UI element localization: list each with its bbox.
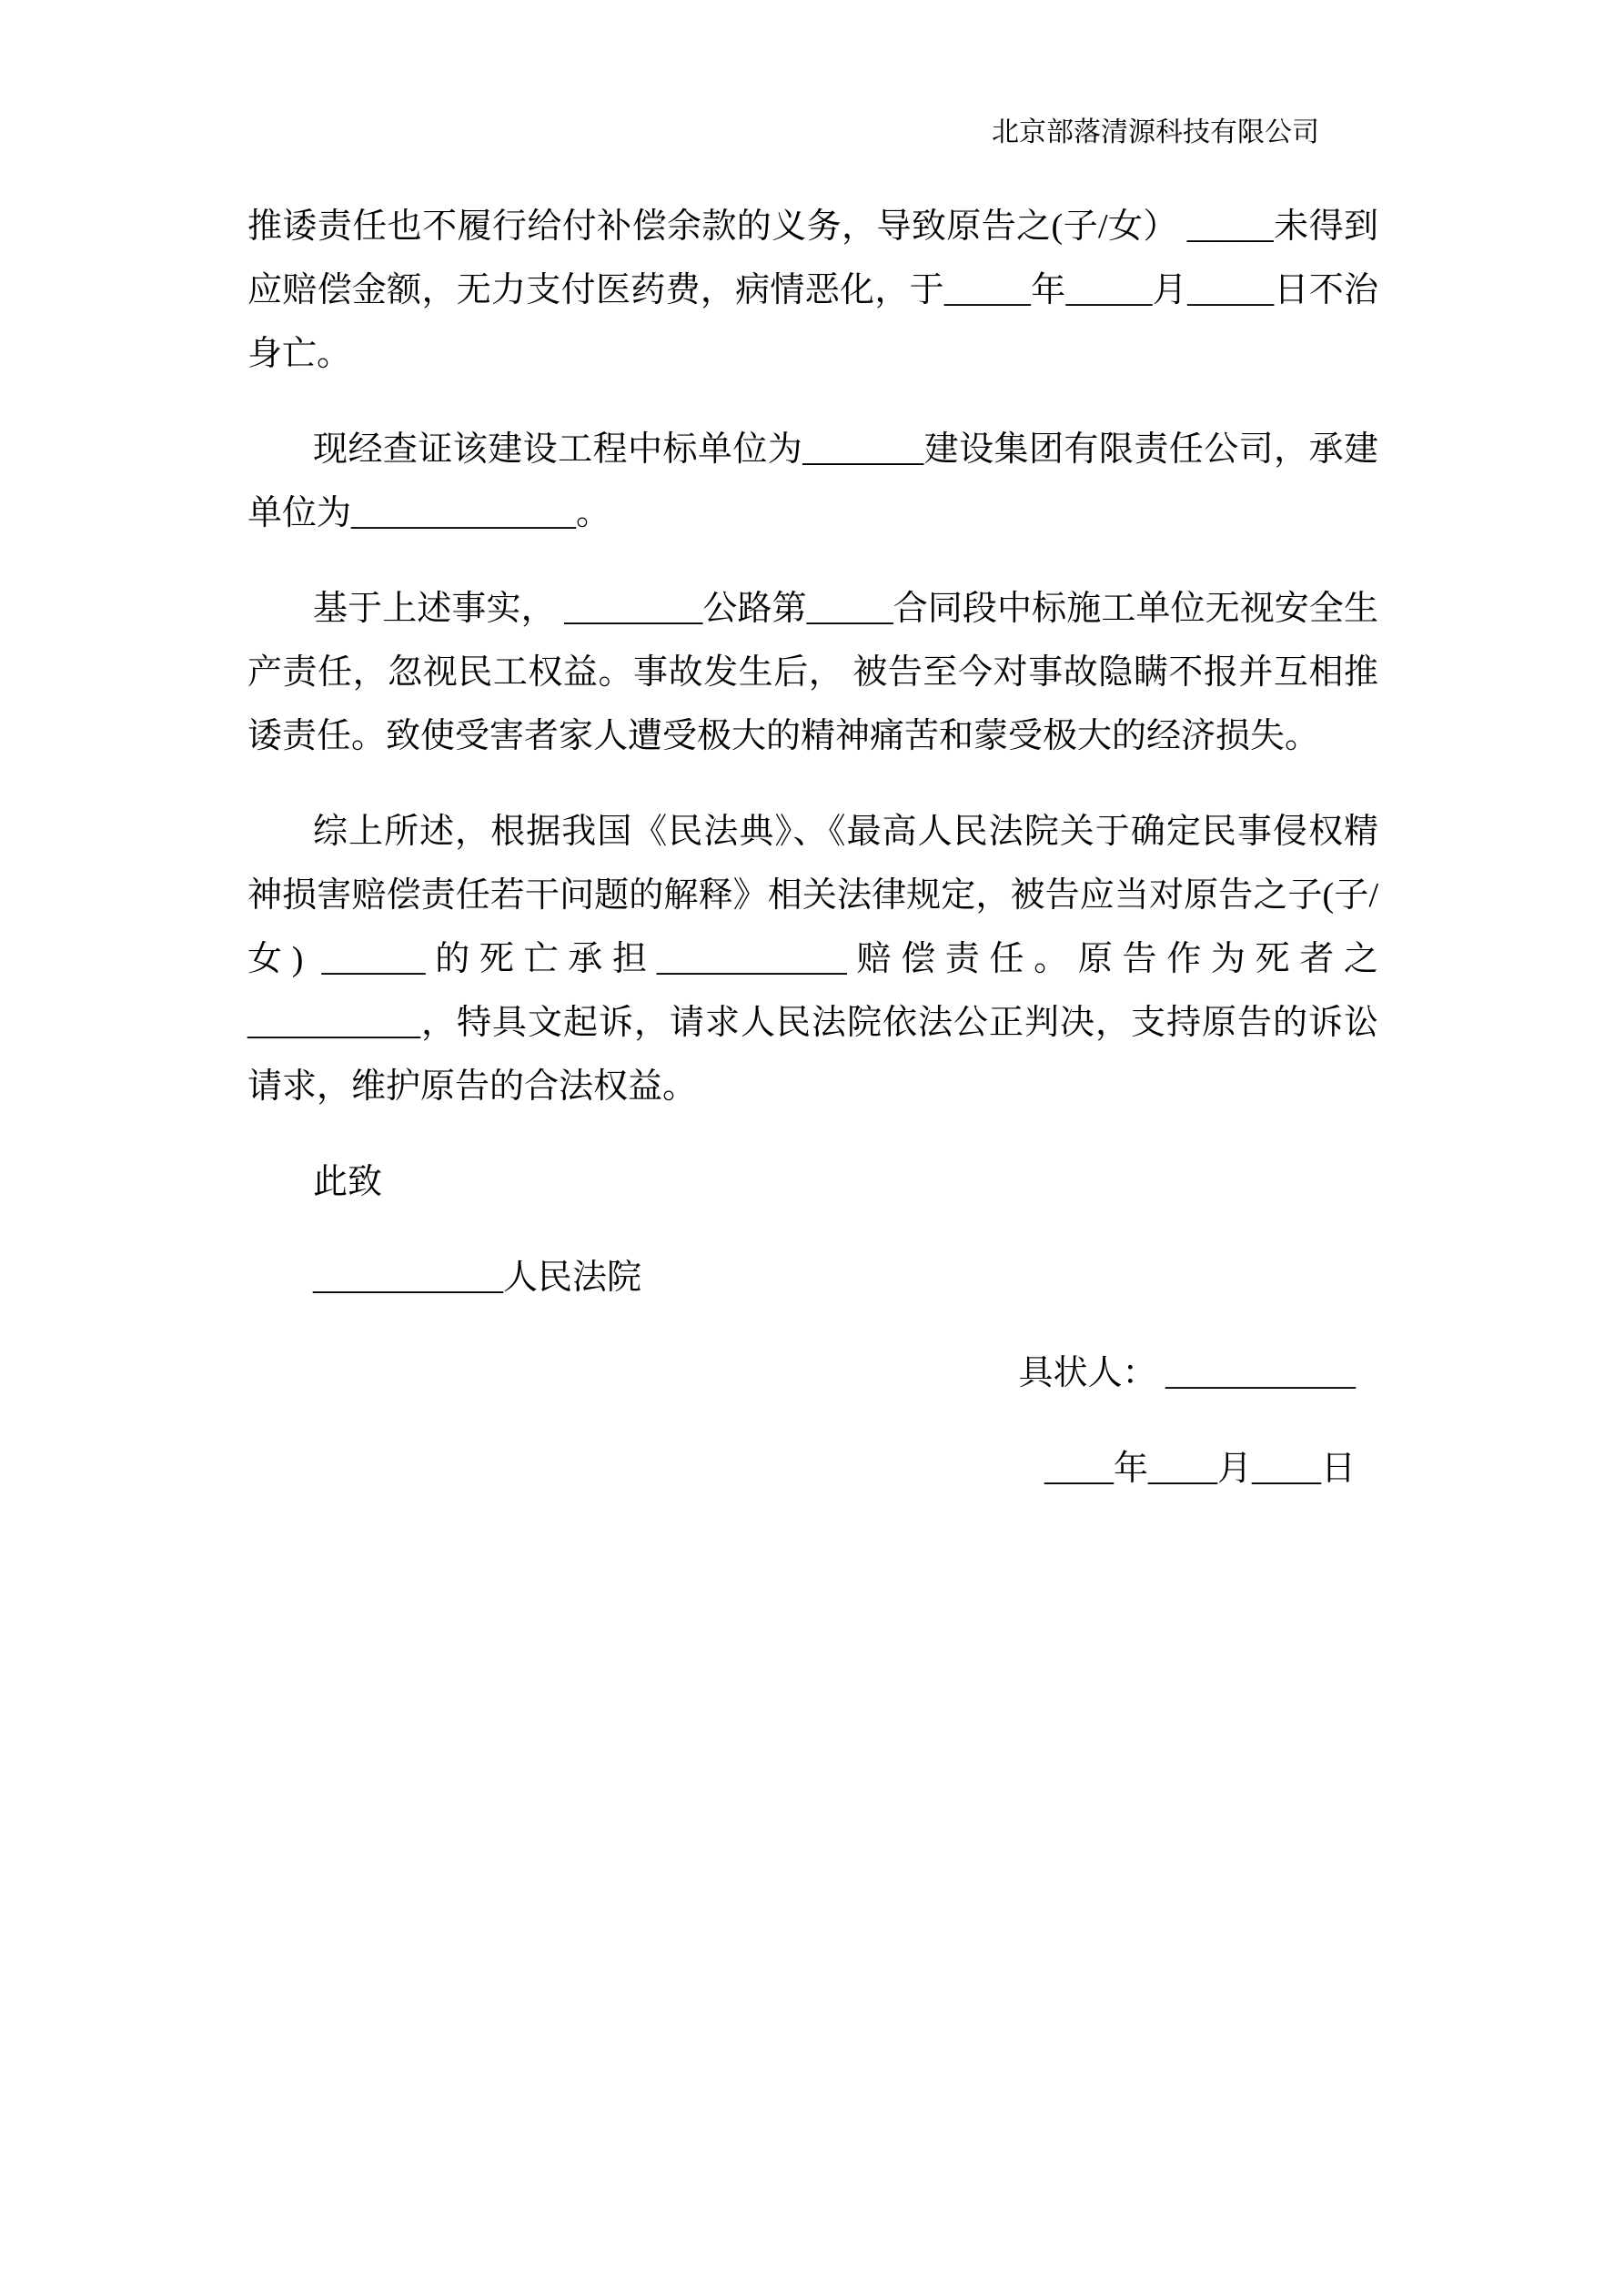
paragraph-conclusion: 综上所述，根据我国《民法典》、《最高人民法院关于确定民事侵权精神损害赔偿责任若干问题的解释》相关法律规定，被告应当对原告之子(子/女) ______的死亡承担___________赔偿责任。原告作为死者之__________，特具文起诉，请求人民法院依法公正判决，支持原告的诉讼请求，维护原告的合法权益。 (247, 813, 1378, 1106)
paragraph-continuation: 推诿责任也不履行给付补偿余款的义务，导致原告之(子/女） _____未得到应赔偿金额，无力支付医药费，病情恶化，于_____年_____月_____日不治身亡。 (247, 207, 1378, 373)
date-line: ____年____月____日 (1044, 1450, 1356, 1488)
signer-line: 具状人： ___________ (1018, 1354, 1356, 1392)
closing-salute: 此致 (313, 1163, 383, 1201)
paragraph-verification: 现经查证该建设工程中标单位为_______建设集团有限责任公司，承建单位为_____________。 (247, 430, 1378, 532)
document-body (247, 195, 1378, 1532)
company-header: 北京部落清源科技有限公司 (992, 117, 1319, 147)
court-name-line: ___________人民法院 (313, 1259, 642, 1297)
paragraph-facts: 基于上述事实， ________公路第_____合同段中标施工单位无视安全生产责任，忽视民工权益。事故发生后， 被告至今对事故隐瞒不报并互相推诿责任。致使受害者家人遭受极大的精神痛苦和蒙受极大的经济损失。 (247, 590, 1378, 755)
